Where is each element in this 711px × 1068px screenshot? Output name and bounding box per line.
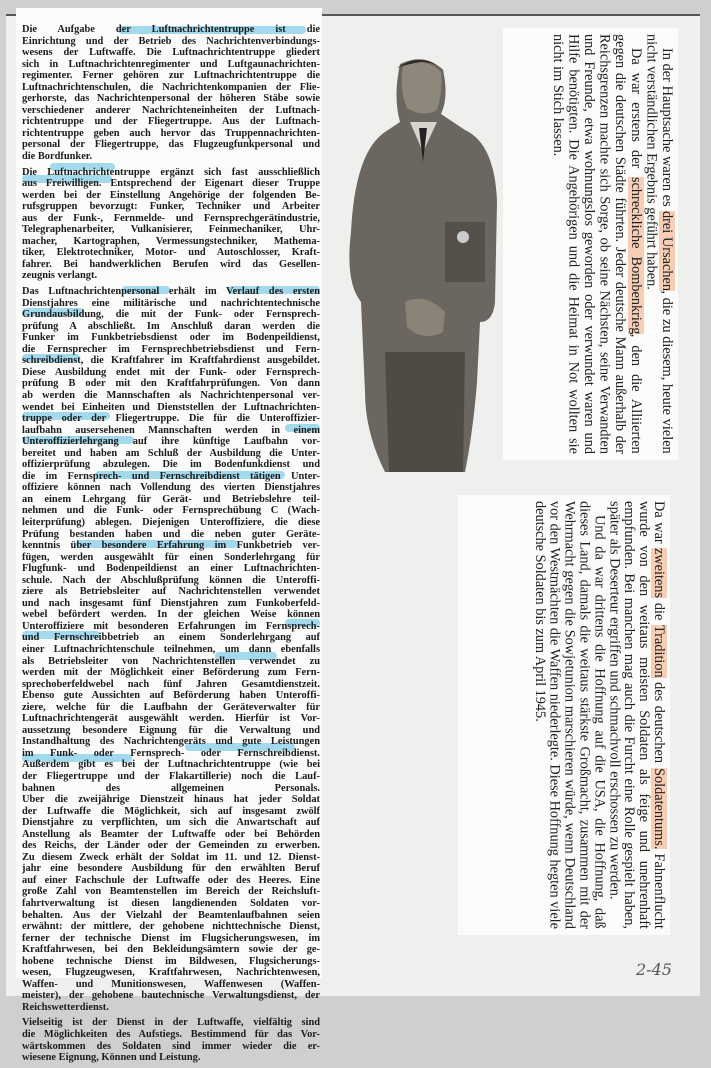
text-line: ziere, welche für die Laufbahn der Geräteverwalter für bbox=[22, 701, 320, 713]
text-line: Waffen- und Munitionswesen, Waffenwesen (Waffen- bbox=[22, 978, 320, 990]
text-line: schule. Nach der Abschlußprüfung können die Unteroffi- bbox=[22, 574, 320, 586]
text-line: wärtskommen des Soldaten sind immer wieder die er- bbox=[22, 1040, 320, 1052]
text-line: Funker im Funkbetriebsdienst oder im Bodenpeildienst, bbox=[22, 332, 320, 344]
text-line: die Fernsprecher im Fernsprechbetriebsdienst und Fern- bbox=[22, 343, 320, 355]
text-line: ziere als Betriebsleiter auf Nachrichtenstellen verwendet bbox=[22, 586, 320, 598]
text: , die zu diesem, heute vielen nicht verständlichen Ergebnis geführt haben. bbox=[643, 34, 675, 454]
text-line: jahr eine besondere Ausbildung für den erwählten Beruf bbox=[22, 863, 320, 875]
paragraph bbox=[606, 501, 666, 929]
text-line: sprechoberfeldwebel nach fünf Jahren Gesamtdienstzeit. bbox=[22, 678, 320, 690]
orange-highlight: Soldatentums. bbox=[651, 767, 667, 849]
text-line: Grundausbildung, die mit der Funk- oder Fernsprech- bbox=[22, 309, 320, 321]
paragraph bbox=[22, 1017, 320, 1063]
text-line: Unteroffizierlehrgang auf ihre künftige Laufbahn vor- bbox=[22, 436, 320, 448]
text-line: auf einer Fachschule der Luftwaffe oder des Heeres. Eine bbox=[22, 874, 320, 886]
text-line: große Zahl von Beamtenstellen im Bereich der Reichsluft- bbox=[22, 886, 320, 898]
text-line: webel befördert werden. In der gleichen Weise können bbox=[22, 609, 320, 621]
text-line: Die Luftnachrichtentruppe ergänzt sich fast ausschließlich bbox=[22, 166, 320, 178]
text-line: aus Freiwilligen. Entsprechend der Eigenart dieser Truppe bbox=[22, 178, 320, 190]
text-line: wiesene Eignung, Können und Leistung. bbox=[22, 1052, 201, 1064]
text-line: Instandhaltung des Nachrichtengeräts und gute Leistungen bbox=[22, 736, 320, 748]
text-line: personal der Fliegertruppe, das Flugzeugfunkpersonal und bbox=[22, 139, 320, 151]
text-line: kenntnis über besondere Erfahrung im Funkbetrieb ver- bbox=[22, 540, 320, 552]
text-line: Die Aufgabe der Luftnachrichtentruppe ist die bbox=[22, 24, 320, 35]
text-line: einer Luftnachrichtenschule teilnehmen, um dann ebenfalls bbox=[22, 643, 320, 655]
text-line: und Fernschreibbetrieb an einem Sonderlehrgang auf bbox=[22, 632, 320, 644]
text-line: offizierprüfung abzulegen. Die im Bodenfunkdienst und bbox=[22, 459, 320, 471]
text-line: des Reichs, der Länder oder der Gemeinden zu erwerben. bbox=[22, 840, 320, 852]
text-line: Außerdem gibt es bei der Luftnachrichtentruppe (wie bei bbox=[22, 759, 320, 771]
text-line: hobene technische Dienst im Bildwesen, Flugsicherungs- bbox=[22, 955, 320, 967]
paragraph bbox=[22, 24, 320, 163]
text-line: macher, Kartographen, Vermessungstechniker, Mathema- bbox=[22, 235, 320, 247]
text-line: aus der Funk-, Fernmelde- und Fernsprechgerätindustrie, bbox=[22, 212, 320, 224]
text-line: Flugfunk- und Bodenpeildienst an einer Luftnachrichten- bbox=[22, 563, 320, 575]
text-line: Vielseitig ist der Dienst in der Luftwaffe, vielfältig sind bbox=[22, 1017, 320, 1029]
text-line: nehmen und die Funk- oder Fernsprechübung C (Wach- bbox=[22, 505, 320, 517]
text-line: verschiedener anderer Nachrichteneinheiten der Luftnach- bbox=[22, 104, 320, 116]
text-line: sich in Luftnachrichtenregimenter und Luftgaunachrichten- bbox=[22, 58, 320, 70]
handwritten-page-note: 2-45 bbox=[636, 960, 672, 979]
text-line: werden mit der Möglichkeit einer Beförderung zum Fern- bbox=[22, 667, 320, 679]
text-line: Reichswetterdienst. bbox=[22, 1001, 109, 1013]
text-line: offiziere können nach Vollendung des vierten Dienstjahres bbox=[22, 482, 320, 494]
text-line: zeugnis verlangt. bbox=[22, 270, 98, 282]
text-line: Dienstjahre zu verpflichten, um sich die Anwartschaft auf bbox=[22, 817, 320, 829]
text-line: Über die zweijährige Dienstzeit hinaus hat jeder Soldat bbox=[22, 794, 320, 806]
text-line: aussetzung besondere Eignung für die Verwaltung und bbox=[22, 724, 320, 736]
text-line: fahrer. Bei handwerklichen Berufen wird das Gesellen- bbox=[22, 258, 320, 270]
text-line: fahrtverwaltung ist diesen langdienenden Soldaten vor- bbox=[22, 898, 320, 910]
text-line: bereitet und haben am Schluß der Ausbildung die Unter- bbox=[22, 447, 320, 459]
text-line: Unteroffiziere mit besonderen Erfahrungen im Fernsprech- bbox=[22, 620, 320, 632]
soldier-photo bbox=[345, 52, 505, 472]
text-line: Anstellung als Beamter der Luftwaffe oder bei Behörden bbox=[22, 828, 320, 840]
text-line: Diese Ausbildung endet mit der Funk- oder Fernsprech- bbox=[22, 366, 320, 378]
newspaper-clipping-tradition bbox=[458, 495, 670, 935]
text-line: tiker, Elektrotechniker, Motor- und Autoschlosser, Kraft- bbox=[22, 247, 320, 259]
paragraph bbox=[22, 167, 320, 282]
text-line: fügen, werden ausgewählt für einen Sonderlehrgang für bbox=[22, 551, 320, 563]
text-line: Kraftfahrwesen, bei den Bekleidungsämtern sowie der ge- bbox=[22, 944, 320, 956]
text-line: wesen, Flugzeugwesen, Kraftfahrwesen, Nachrichtenwesen, bbox=[22, 967, 320, 979]
text-line: wendet bei Einheiten und Dienststellen der Luftnachrichten- bbox=[22, 401, 320, 413]
orange-highlight: Tradition bbox=[651, 624, 667, 678]
text-line: die Bordfunker. bbox=[22, 151, 93, 163]
text-line: wesens der Luftwaffe. Die Luftnachrichtentruppe gliedert bbox=[22, 47, 320, 59]
paragraph bbox=[22, 286, 320, 1013]
text-line: leiterprüfung) ablegen. Diejenigen Unteroffiziere, die diese bbox=[22, 516, 320, 528]
text: Fahnenflucht wurde von den weitaus meisten Soldaten als feige und unehrenhaft empfunden. Bei manchen mag auch die Furcht eine Rolle gespielt haben, später als Deserteur ergriffen und schmachvoll erschossen zu werden. bbox=[606, 501, 667, 929]
text-line: Das Luftnachrichtenpersonal erhält im Verlauf des ersten bbox=[22, 286, 320, 298]
text-line: Luftnachrichtengerät ausgewählt werden. Hierfür ist Vor- bbox=[22, 713, 320, 725]
text: des deutschen bbox=[651, 677, 667, 768]
text-line: Dienstjahres eine militärische und nachrichtentechnische bbox=[22, 297, 320, 309]
luftnachrichtentruppe-article bbox=[22, 24, 320, 1068]
text-line: erwähnt: der mittlere, der gehobene nichttechnische Dienst, bbox=[22, 921, 320, 933]
paragraph bbox=[643, 34, 674, 454]
text-line: meister), der gehobene bautechnische Verwaltungsdienst, der bbox=[22, 990, 320, 1002]
orange-highlight: drei Ursachen bbox=[659, 210, 675, 291]
paragraph: Und da war drittens die Hoffnung auf die USA, die Hoffnung, daß dieses Land, damals die weitaus stärkste Großmacht, zusammen mit der Wehrmacht gegen die Sowjetunion marschieren würde, wenn Deutschland vor den Westmächten die Waffen niederlegte. Diese Hoffnung hegten viele deutsche Soldaten bis zum April 1945. bbox=[531, 501, 608, 929]
text-line: der Fliegertruppe und der Flakartillerie) noch die Lauf- bbox=[22, 771, 320, 782]
text-line: im Funk- oder Fernsprech- oder Fernschreibdienst. bbox=[22, 747, 320, 759]
text-line: Prüfung bestanden haben und die neben guter Geräte- bbox=[22, 528, 320, 540]
text-line: Einrichtung und der Betrieb des Nachrichtenverbindungs- bbox=[22, 35, 320, 47]
text: Da war bbox=[651, 501, 667, 549]
text-line: prüfung A abschließt. Im Anschluß daran werden die bbox=[22, 320, 320, 332]
text-line: behalten. Aus der Vielzahl der Beamtenlaufbahnen seien bbox=[22, 909, 320, 921]
text-line: als Betriebsleiter von Nachrichtenstellen verwendet zu bbox=[22, 655, 320, 667]
text-line: an einem Lehrgang für Gerät- und Betriebslehre teil- bbox=[22, 493, 320, 505]
text-line: prüfung B oder mit den Kraftfahrprüfungen. Von dann bbox=[22, 378, 320, 390]
orange-highlight: zweitens bbox=[651, 548, 667, 599]
text-line: gerhorste, das Nachrichtenpersonal der höheren Stäbe sowie bbox=[22, 93, 320, 105]
paragraph bbox=[549, 34, 643, 454]
text: , den die Alliierten gegen die deutschen Städte führten. Jeder deutsche Mann außerhalb der Reichsgrenzen machte sich Sorge, ob seine Nächsten, seine Verwandten und Freunde, etwa wohnungslos geworden oder verwundet waren und Hilfe benötigten. Die Angehörigen und die Heimat in Not wollten sie nicht im Stich lassen. bbox=[549, 34, 644, 455]
text-line: Ebenso gute Aussichten auf Beförderung haben Unteroffi- bbox=[22, 690, 320, 702]
text-line: Telegraphenarbeiter, Vulkanisierer, Feinmechaniker, Uhr- bbox=[22, 224, 320, 236]
newspaper-clipping-drei-ursachen bbox=[503, 28, 678, 460]
text-line: die im Fernsprech- und Fernschreibdienst tätigen Unter- bbox=[22, 470, 320, 482]
text-line: richtentruppe und der Fliegertruppe. Aus der Luftnach- bbox=[22, 116, 320, 128]
text-line: Zu diesem Zweck erhält der Soldat im 11. und 12. Dienst- bbox=[22, 851, 320, 863]
text-line: truppe oder der Fliegertruppe. Die für die Unteroffizier- bbox=[22, 413, 320, 425]
text-line: schreibdienst, die Kraftfahrer im Kraftfahrdienst ausgebildet. bbox=[22, 355, 320, 367]
text-line: ab werden die Mannschaften als Nachrichtenpersonal ver- bbox=[22, 389, 320, 401]
text-line: richtentruppe geben auch hervor das Truppennachrichten- bbox=[22, 127, 320, 139]
orange-highlight: schreckliche Bombenkrieg bbox=[627, 176, 644, 335]
text: die bbox=[651, 598, 667, 625]
text-line: rufsgruppen bevorzugt: Funker, Techniker und Arbeiter bbox=[22, 201, 320, 213]
text-line: ferner der technische Dienst im Flugsicherungswesen, im bbox=[22, 932, 320, 944]
text-line: Luftnachrichtenschulen, die Nachrichtenkompanien der Flie- bbox=[22, 81, 320, 93]
text-line: die Möglichkeiten des Aufstiegs. Bestimmend für das Vor- bbox=[22, 1029, 320, 1041]
text-line: und nach insgesamt fünf Dienstjahren zum Funkoberfeld- bbox=[22, 597, 320, 609]
text-line: laufbahn ausersehenen Mannschaften werden in einem bbox=[22, 424, 320, 436]
text-line: der Luftwaffe die Möglichkeit, sich auf insgesamt zwölf bbox=[22, 805, 320, 817]
text-line: werden bei der Einstellung Angehörige der folgenden Be- bbox=[22, 189, 320, 201]
text: Da war erstens der bbox=[627, 48, 644, 177]
text-line: regimenter. Ferner gehören zur Luftnachrichtentruppe die bbox=[22, 70, 320, 82]
text-line: bahnen des allgemeinen Personals. bbox=[22, 782, 320, 794]
text: In der Hauptsache waren es bbox=[659, 48, 675, 211]
